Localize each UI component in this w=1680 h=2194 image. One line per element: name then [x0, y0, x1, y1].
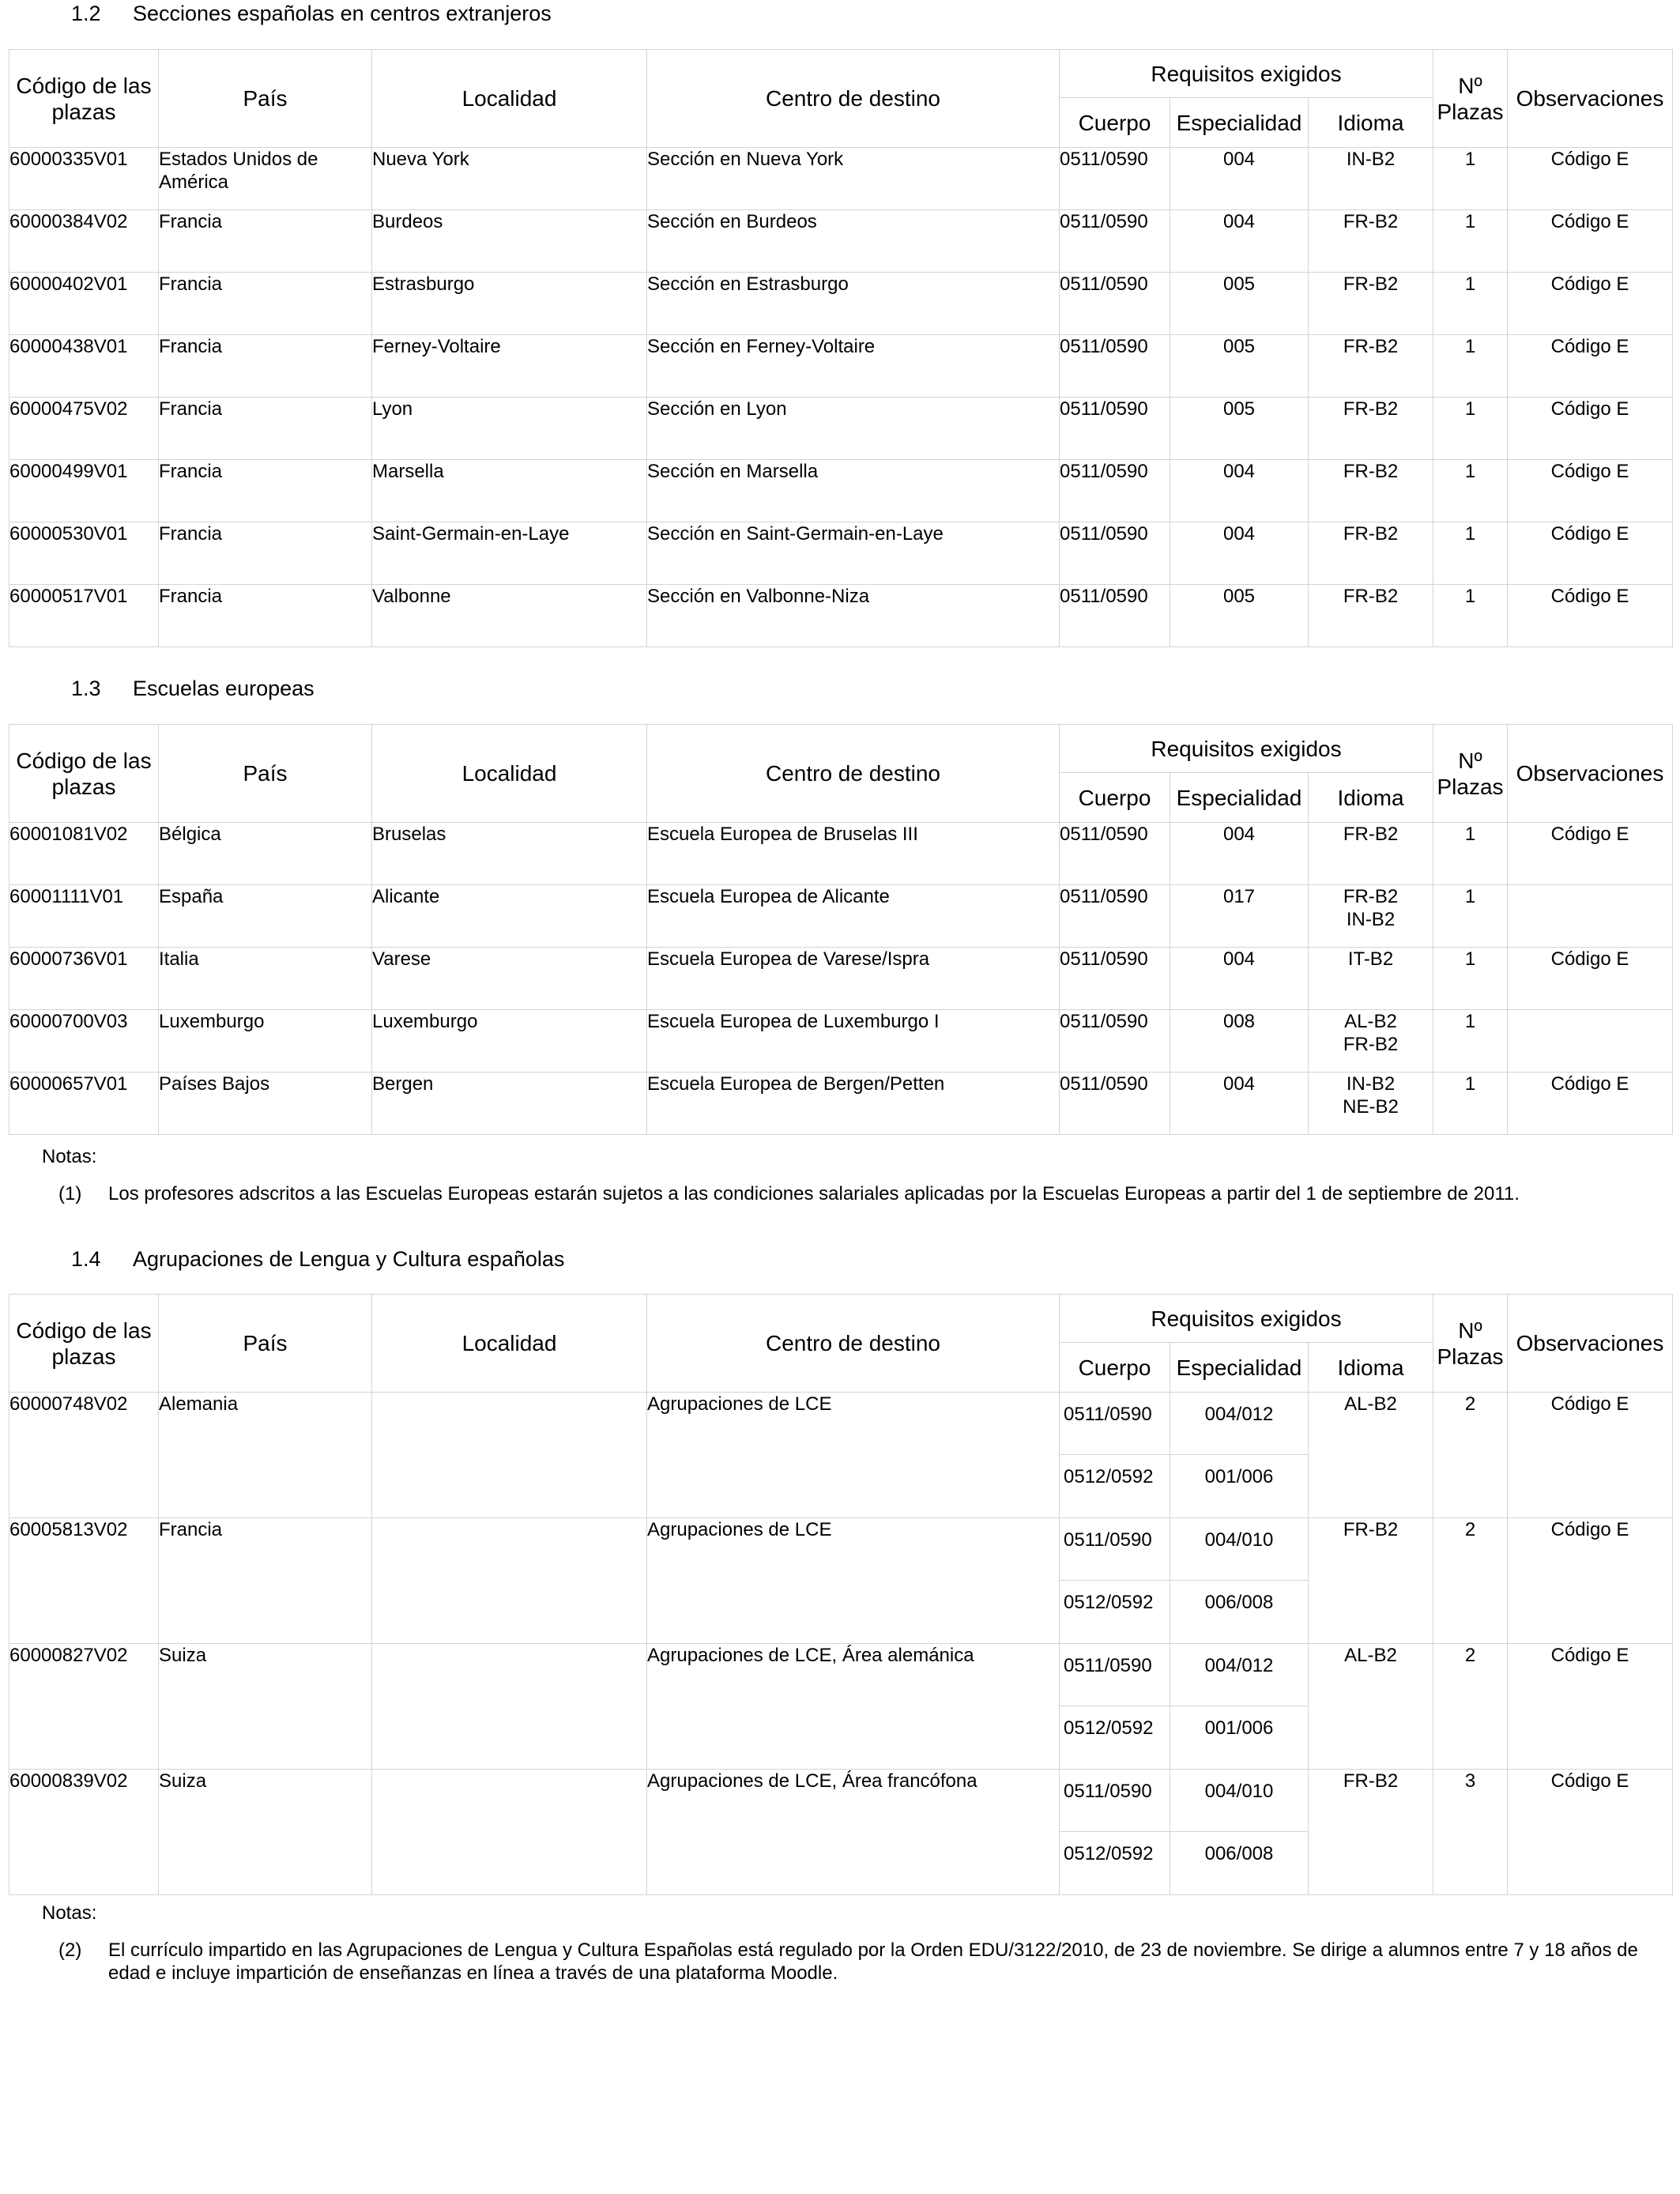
cell-observaciones: Código E: [1508, 335, 1673, 398]
table-row: [9, 398, 1673, 460]
cell-cuerpo: 0511/0590: [1060, 273, 1170, 335]
cell-plazas: 1: [1433, 210, 1508, 273]
header-observaciones: Observaciones: [1508, 50, 1673, 148]
table-row: [9, 1644, 1673, 1770]
cell-observaciones: Código E: [1508, 148, 1673, 210]
cell-idioma: [1309, 1010, 1433, 1072]
notes-label: Notas:: [42, 1146, 97, 1167]
cell-idioma: [1309, 1072, 1433, 1135]
cell-localidad: [372, 1518, 647, 1644]
cell-centro: Sección en Saint-Germain-en-Laye: [647, 522, 1060, 585]
cell-pais: Luxemburgo: [159, 1010, 372, 1072]
table-row: [9, 948, 1673, 1010]
cell-centro: Agrupaciones de LCE, Área francófona: [647, 1770, 1060, 1895]
header-localidad: Localidad: [372, 1295, 647, 1393]
cell-idioma: [1309, 885, 1433, 948]
cell-pais: Italia: [159, 948, 372, 1010]
cell-codigo: 60005813V02: [9, 1518, 159, 1644]
header-especialidad: Especialidad: [1170, 773, 1309, 823]
cell-pais: Francia: [159, 398, 372, 460]
cell-localidad: Lyon: [372, 398, 647, 460]
sub-value: 0511/0590: [1060, 1770, 1170, 1832]
cell-localidad: [372, 1393, 647, 1518]
cell-codigo: 60000499V01: [9, 460, 159, 522]
cell-plazas: 1: [1433, 335, 1508, 398]
cell-plazas: 3: [1433, 1770, 1508, 1895]
cell-centro: Agrupaciones de LCE: [647, 1393, 1060, 1518]
cell-centro: Agrupaciones de LCE, Área alemánica: [647, 1644, 1060, 1770]
cell-localidad: Burdeos: [372, 210, 647, 273]
idioma-line: AL-B2: [1344, 1011, 1397, 1032]
cell-cuerpo: 0511/0590: [1060, 885, 1170, 948]
cell-codigo: 60000384V02: [9, 210, 159, 273]
cell-observaciones: Código E: [1508, 1393, 1673, 1518]
cell-localidad: Luxemburgo: [372, 1010, 647, 1072]
sub-value: 0512/0592: [1064, 1592, 1154, 1613]
cell-observaciones: Código E: [1508, 460, 1673, 522]
table-row: [9, 148, 1673, 210]
cell-centro: Sección en Ferney-Voltaire: [647, 335, 1060, 398]
header-cuerpo: Cuerpo: [1060, 1343, 1170, 1393]
cell-codigo: 60000839V02: [9, 1770, 159, 1895]
header-requisitos: Requisitos exigidos: [1060, 725, 1433, 773]
cell-localidad: Bruselas: [372, 823, 647, 885]
cell-idioma: IT-B2: [1309, 948, 1433, 1010]
cell-codigo: 60000827V02: [9, 1644, 159, 1770]
cell-localidad: Ferney-Voltaire: [372, 335, 647, 398]
table-row: [9, 885, 1673, 948]
header-idioma: Idioma: [1309, 98, 1433, 148]
cell-pais: Suiza: [159, 1770, 372, 1895]
cell-pais: Francia: [159, 335, 372, 398]
section-title-text: Agrupaciones de Lengua y Cultura españolas: [133, 1247, 565, 1271]
cell-localidad: [372, 1644, 647, 1770]
cell-especialidad: 008: [1170, 1010, 1309, 1072]
cell-codigo: 60001111V01: [9, 885, 159, 948]
note-2: [58, 1939, 1663, 1985]
cell-localidad: Nueva York: [372, 148, 647, 210]
header-codigo: Código de las plazas: [9, 725, 159, 823]
cell-pais: Francia: [159, 585, 372, 647]
cell-cuerpo: 0511/0590: [1060, 823, 1170, 885]
cell-plazas: 1: [1433, 273, 1508, 335]
cell-plazas: 1: [1433, 948, 1508, 1010]
idioma-line: NE-B2: [1343, 1096, 1399, 1118]
cell-idioma: FR-B2: [1309, 1770, 1433, 1895]
sub-value: 0511/0590: [1060, 1518, 1170, 1581]
table-row: [9, 210, 1673, 273]
section-title-1-4: [71, 1247, 564, 1272]
cell-cuerpo: [1060, 1644, 1170, 1770]
notes-label: Notas:: [42, 1902, 97, 1924]
cell-especialidad: 005: [1170, 335, 1309, 398]
cell-centro: Sección en Burdeos: [647, 210, 1060, 273]
cell-plazas: 1: [1433, 460, 1508, 522]
cell-pais: Alemania: [159, 1393, 372, 1518]
cell-observaciones: Código E: [1508, 1072, 1673, 1135]
cell-plazas: 1: [1433, 823, 1508, 885]
sub-value: 0512/0592: [1064, 1717, 1154, 1739]
cell-idioma: IN-B2: [1309, 148, 1433, 210]
cell-codigo: 60001081V02: [9, 823, 159, 885]
cell-observaciones: Código E: [1508, 398, 1673, 460]
cell-observaciones: Código E: [1508, 1518, 1673, 1644]
cell-codigo: 60000657V01: [9, 1072, 159, 1135]
cell-observaciones: [1508, 1010, 1673, 1072]
cell-localidad: Valbonne: [372, 585, 647, 647]
cell-especialidad: 005: [1170, 585, 1309, 647]
cell-observaciones: Código E: [1508, 1644, 1673, 1770]
sub-value: 004/012: [1170, 1393, 1308, 1455]
idioma-line: FR-B2: [1343, 1034, 1399, 1055]
header-especialidad: Especialidad: [1170, 1343, 1309, 1393]
section-number: 1.2: [71, 2, 101, 25]
cell-cuerpo: 0511/0590: [1060, 522, 1170, 585]
cell-plazas: 1: [1433, 585, 1508, 647]
sub-value: 006/008: [1204, 1843, 1274, 1864]
cell-codigo: 60000475V02: [9, 398, 159, 460]
sub-value: 004/010: [1170, 1518, 1308, 1581]
cell-pais: Francia: [159, 522, 372, 585]
table-row: [9, 460, 1673, 522]
cell-plazas: 1: [1433, 522, 1508, 585]
sub-value: 004/012: [1170, 1644, 1308, 1706]
cell-localidad: Saint-Germain-en-Laye: [372, 522, 647, 585]
cell-centro: Escuela Europea de Bruselas III: [647, 823, 1060, 885]
cell-plazas: 1: [1433, 885, 1508, 948]
cell-codigo: 60000335V01: [9, 148, 159, 210]
header-centro: Centro de destino: [647, 1295, 1060, 1393]
cell-centro: Escuela Europea de Luxemburgo I: [647, 1010, 1060, 1072]
cell-especialidad: 004: [1170, 460, 1309, 522]
cell-especialidad: 005: [1170, 273, 1309, 335]
cell-idioma: FR-B2: [1309, 273, 1433, 335]
section-title-1-3: [71, 677, 315, 701]
table-row: [9, 1393, 1673, 1518]
cell-observaciones: Código E: [1508, 823, 1673, 885]
table-row: [9, 273, 1673, 335]
idioma-line: IN-B2: [1346, 1073, 1396, 1095]
table-escuelas-europeas: [9, 724, 1673, 1135]
cell-cuerpo: 0511/0590: [1060, 948, 1170, 1010]
cell-idioma: FR-B2: [1309, 522, 1433, 585]
table-row: [9, 585, 1673, 647]
note-text: El currículo impartido en las Agrupaciones de Lengua y Cultura Españolas está regulado por la Orden EDU/3122/2010, de 23 de noviembre. Se dirige a alumnos entre 7 y 18 años de edad e incluye impartición de enseñanzas en línea a través de una plataforma Moodle.: [108, 1940, 1638, 1984]
cell-idioma: FR-B2: [1309, 1518, 1433, 1644]
cell-cuerpo: 0511/0590: [1060, 460, 1170, 522]
section-number: 1.3: [71, 677, 101, 700]
cell-localidad: Marsella: [372, 460, 647, 522]
cell-localidad: Varese: [372, 948, 647, 1010]
cell-localidad: [372, 1770, 647, 1895]
cell-cuerpo: 0511/0590: [1060, 585, 1170, 647]
cell-especialidad: 004: [1170, 823, 1309, 885]
header-plazas: Nº Plazas: [1433, 725, 1508, 823]
header-plazas: Nº Plazas: [1433, 50, 1508, 148]
cell-centro: Escuela Europea de Bergen/Petten: [647, 1072, 1060, 1135]
cell-centro: Sección en Valbonne-Niza: [647, 585, 1060, 647]
cell-cuerpo: 0511/0590: [1060, 1010, 1170, 1072]
header-pais: País: [159, 725, 372, 823]
cell-cuerpo: 0511/0590: [1060, 335, 1170, 398]
sub-value: 006/008: [1204, 1592, 1274, 1613]
note-1: [58, 1182, 1663, 1205]
table-row: [9, 1770, 1673, 1895]
header-codigo: Código de las plazas: [9, 50, 159, 148]
cell-especialidad: 017: [1170, 885, 1309, 948]
note-number: (1): [58, 1183, 82, 1204]
sub-value: 001/006: [1204, 1717, 1274, 1739]
cell-centro: Agrupaciones de LCE: [647, 1518, 1060, 1644]
cell-codigo: 60000402V01: [9, 273, 159, 335]
table-row: [9, 335, 1673, 398]
cell-plazas: 2: [1433, 1644, 1508, 1770]
cell-pais: España: [159, 885, 372, 948]
cell-especialidad: 004: [1170, 948, 1309, 1010]
cell-codigo: 60000517V01: [9, 585, 159, 647]
cell-idioma: AL-B2: [1309, 1393, 1433, 1518]
header-requisitos: Requisitos exigidos: [1060, 1295, 1433, 1343]
cell-cuerpo: 0511/0590: [1060, 1072, 1170, 1135]
sub-value: 004/010: [1170, 1770, 1308, 1832]
cell-centro: Sección en Nueva York: [647, 148, 1060, 210]
cell-idioma: FR-B2: [1309, 335, 1433, 398]
header-idioma: Idioma: [1309, 1343, 1433, 1393]
header-observaciones: Observaciones: [1508, 725, 1673, 823]
cell-plazas: 1: [1433, 398, 1508, 460]
sub-value: 0512/0592: [1064, 1843, 1154, 1864]
table-secciones-espanolas: [9, 49, 1673, 647]
cell-codigo: 60000530V01: [9, 522, 159, 585]
table-agrupaciones-lce: [9, 1294, 1673, 1895]
cell-cuerpo: 0511/0590: [1060, 398, 1170, 460]
cell-idioma: FR-B2: [1309, 585, 1433, 647]
header-centro: Centro de destino: [647, 725, 1060, 823]
cell-localidad: Estrasburgo: [372, 273, 647, 335]
cell-pais: Francia: [159, 273, 372, 335]
cell-idioma: FR-B2: [1309, 823, 1433, 885]
cell-codigo: 60000438V01: [9, 335, 159, 398]
cell-especialidad: 004: [1170, 1072, 1309, 1135]
cell-plazas: 2: [1433, 1518, 1508, 1644]
cell-observaciones: Código E: [1508, 273, 1673, 335]
idioma-line: FR-B2: [1343, 886, 1399, 907]
cell-observaciones: Código E: [1508, 522, 1673, 585]
sub-value: 0511/0590: [1060, 1644, 1170, 1706]
cell-plazas: 1: [1433, 1010, 1508, 1072]
table-row: [9, 1010, 1673, 1072]
header-plazas: Nº Plazas: [1433, 1295, 1508, 1393]
header-pais: País: [159, 1295, 372, 1393]
cell-especialidad: 004: [1170, 210, 1309, 273]
cell-centro: Sección en Marsella: [647, 460, 1060, 522]
header-requisitos: Requisitos exigidos: [1060, 50, 1433, 98]
table-row: [9, 1072, 1673, 1135]
cell-centro: Sección en Lyon: [647, 398, 1060, 460]
note-number: (2): [58, 1940, 82, 1961]
table-row: [9, 1518, 1673, 1644]
cell-pais: Francia: [159, 1518, 372, 1644]
cell-pais: Francia: [159, 460, 372, 522]
header-cuerpo: Cuerpo: [1060, 773, 1170, 823]
cell-idioma: FR-B2: [1309, 460, 1433, 522]
cell-pais: Estados Unidos de América: [159, 148, 372, 210]
cell-plazas: 1: [1433, 1072, 1508, 1135]
cell-observaciones: Código E: [1508, 585, 1673, 647]
cell-observaciones: Código E: [1508, 948, 1673, 1010]
section-title-1-2: [71, 2, 552, 26]
cell-cuerpo: 0511/0590: [1060, 210, 1170, 273]
note-text: Los profesores adscritos a las Escuelas Europeas estarán sujetos a las condiciones salariales aplicadas por la Escuelas Europeas a partir del 1 de septiembre de 2011.: [108, 1183, 1520, 1204]
idioma-line: IN-B2: [1346, 909, 1396, 930]
cell-idioma: AL-B2: [1309, 1644, 1433, 1770]
cell-especialidad: 004: [1170, 148, 1309, 210]
cell-observaciones: Código E: [1508, 210, 1673, 273]
cell-centro: Escuela Europea de Varese/Ispra: [647, 948, 1060, 1010]
header-especialidad: Especialidad: [1170, 98, 1309, 148]
header-cuerpo: Cuerpo: [1060, 98, 1170, 148]
cell-cuerpo: [1060, 1518, 1170, 1644]
cell-idioma: FR-B2: [1309, 398, 1433, 460]
sub-value: 0511/0590: [1060, 1393, 1170, 1455]
cell-idioma: FR-B2: [1309, 210, 1433, 273]
cell-cuerpo: [1060, 1770, 1170, 1895]
cell-especialidad: [1170, 1770, 1309, 1895]
cell-pais: Bélgica: [159, 823, 372, 885]
cell-plazas: 2: [1433, 1393, 1508, 1518]
cell-centro: Escuela Europea de Alicante: [647, 885, 1060, 948]
cell-especialidad: 004: [1170, 522, 1309, 585]
cell-codigo: 60000748V02: [9, 1393, 159, 1518]
table-row: [9, 823, 1673, 885]
cell-observaciones: [1508, 885, 1673, 948]
cell-especialidad: 005: [1170, 398, 1309, 460]
section-number: 1.4: [71, 1247, 101, 1271]
table-row: [9, 522, 1673, 585]
cell-codigo: 60000736V01: [9, 948, 159, 1010]
section-title-text: Secciones españolas en centros extranjeros: [133, 2, 552, 25]
cell-pais: Países Bajos: [159, 1072, 372, 1135]
sub-value: 001/006: [1204, 1466, 1274, 1487]
cell-especialidad: [1170, 1518, 1309, 1644]
header-codigo: Código de las plazas: [9, 1295, 159, 1393]
section-title-text: Escuelas europeas: [133, 677, 315, 700]
cell-codigo: 60000700V03: [9, 1010, 159, 1072]
cell-localidad: Bergen: [372, 1072, 647, 1135]
cell-observaciones: Código E: [1508, 1770, 1673, 1895]
header-pais: País: [159, 50, 372, 148]
header-localidad: Localidad: [372, 725, 647, 823]
header-localidad: Localidad: [372, 50, 647, 148]
cell-especialidad: [1170, 1393, 1309, 1518]
sub-value: 0512/0592: [1064, 1466, 1154, 1487]
header-centro: Centro de destino: [647, 50, 1060, 148]
cell-localidad: Alicante: [372, 885, 647, 948]
cell-especialidad: [1170, 1644, 1309, 1770]
cell-pais: Francia: [159, 210, 372, 273]
cell-pais: Suiza: [159, 1644, 372, 1770]
header-idioma: Idioma: [1309, 773, 1433, 823]
cell-centro: Sección en Estrasburgo: [647, 273, 1060, 335]
header-observaciones: Observaciones: [1508, 1295, 1673, 1393]
cell-plazas: 1: [1433, 148, 1508, 210]
cell-cuerpo: 0511/0590: [1060, 148, 1170, 210]
cell-cuerpo: [1060, 1393, 1170, 1518]
